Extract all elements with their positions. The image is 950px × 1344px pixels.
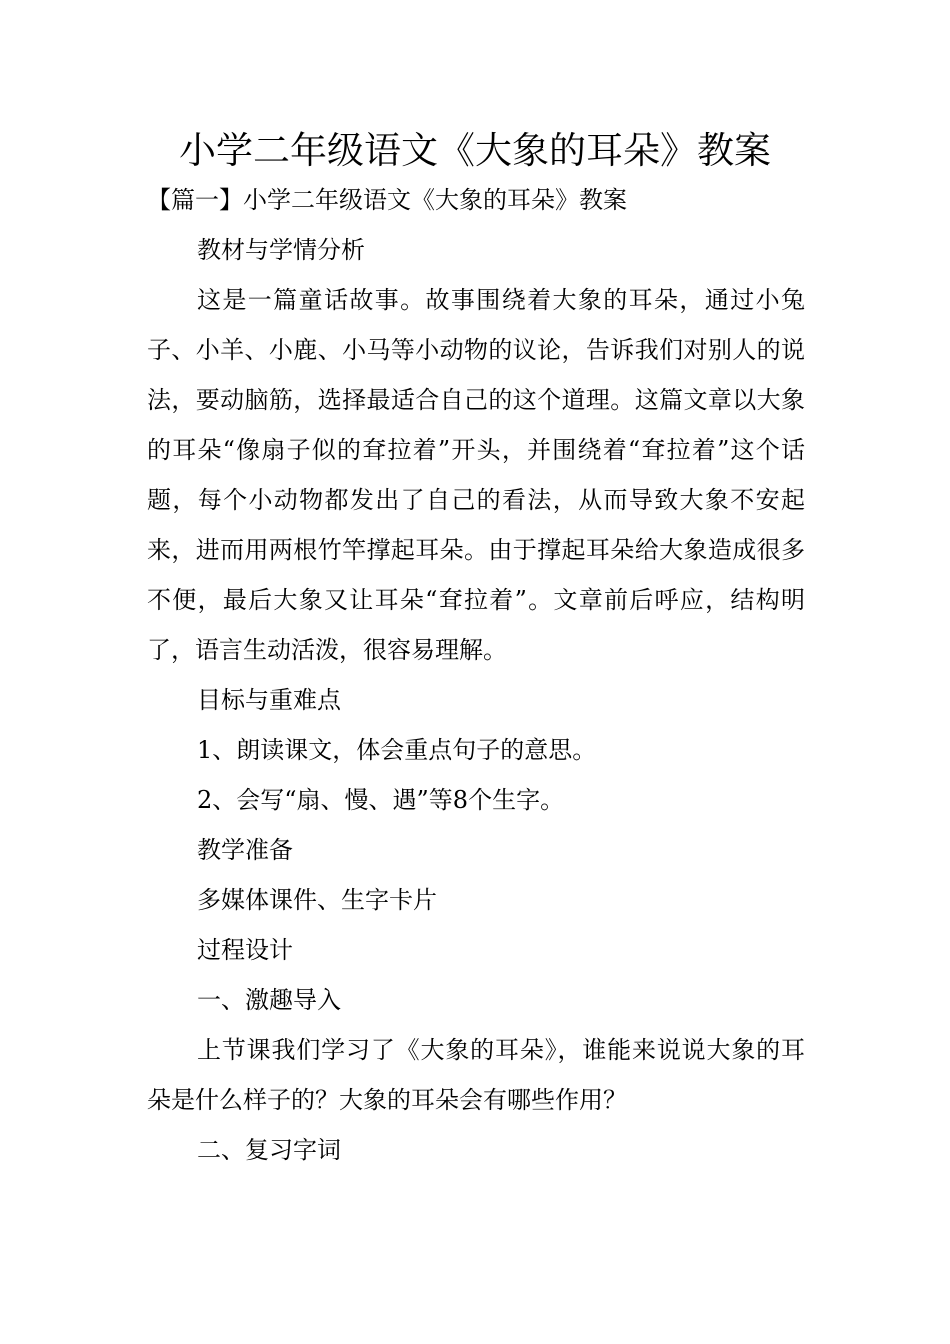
paragraph-intro: 上节课我们学习了《大象的耳朵》，谁能来说说大象的耳朵是什么样子的？大象的耳朵会有哪些作用？ xyxy=(147,1036,805,1114)
paragraph-analysis: 这是一篇童话故事。故事围绕着大象的耳朵，通过小兔子、小羊、小鹿、小马等小动物的议论，告诉我们对别人的说法，要动脑筋，选择最适合自己的这个道理。这篇文章以大象的耳朵“像扇子似的耷拉着”开头，并围绕着“耷拉着”这个话题，每个小动物都发出了自己的看法，从而导致大象不安起来，进而用两根竹竿撑起耳朵。由于撑起耳朵给大象造成很多不便，最后大象又让耳朵“耷拉着”。文章前后呼应，结构明了，语言生动活泼，很容易理解。 xyxy=(147,286,805,664)
step-heading-2: 二、复习字词 xyxy=(197,1136,341,1164)
section-heading-preparation: 教学准备 xyxy=(197,836,293,864)
preparation-materials: 多媒体课件、生字卡片 xyxy=(197,886,437,914)
document-body xyxy=(147,225,805,1175)
document-title: 小学二年级语文《大象的耳朵》教案 xyxy=(179,129,771,172)
goal-item-1: 1、朗读课文，体会重点句子的意思。 xyxy=(197,736,597,764)
step-heading-1: 一、激趣导入 xyxy=(197,986,341,1014)
section-heading-goals: 目标与重难点 xyxy=(197,686,341,714)
section-heading-analysis: 教材与学情分析 xyxy=(197,236,365,264)
section-heading-process: 过程设计 xyxy=(197,936,293,964)
goal-item-2: 2、会写“扇、慢、遇”等8个生字。 xyxy=(197,786,565,814)
document-subtitle: 【篇一】小学二年级语文《大象的耳朵》教案 xyxy=(147,186,627,214)
